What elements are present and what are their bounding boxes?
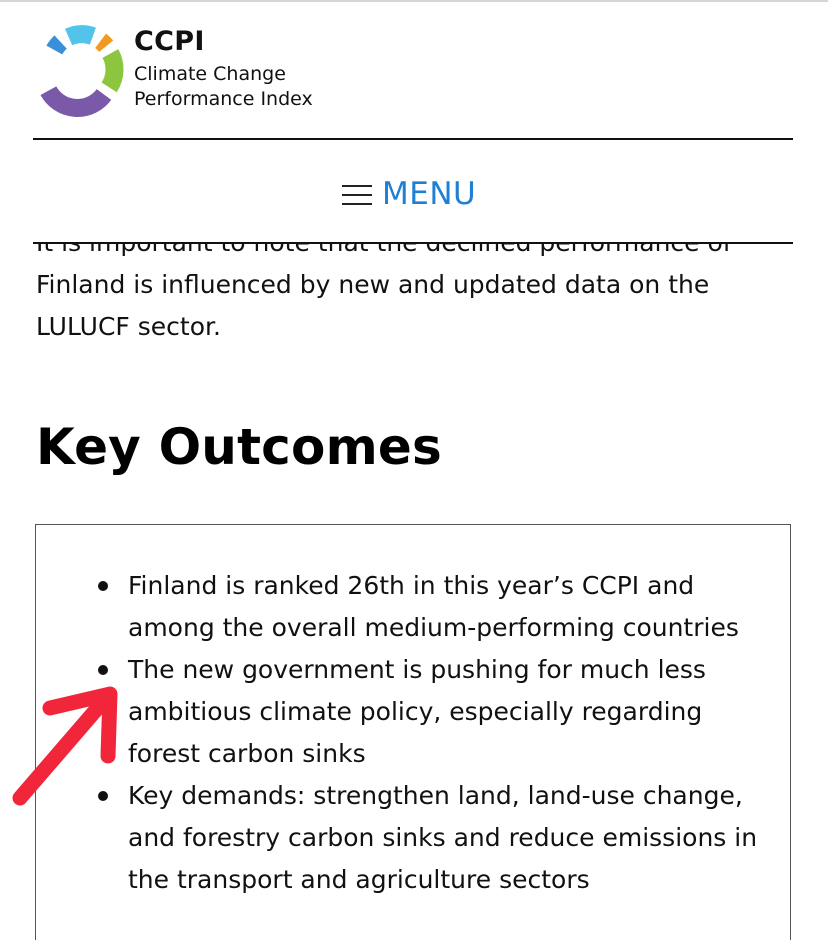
bullet-icon <box>98 581 108 591</box>
brand-tagline-line1: Climate Change <box>134 63 286 85</box>
brand-name: CCPI <box>134 26 205 57</box>
outcome-text-3: Key demands: strengthen land, land-use change, and forestry carbon sinks and reduce emissions in the transport and agriculture sectors <box>128 781 758 894</box>
menu-label: MENU <box>382 176 477 212</box>
list-item <box>128 649 786 775</box>
site-header <box>0 0 828 244</box>
ccpi-logo-link[interactable] <box>34 18 324 124</box>
nav-divider <box>33 242 793 244</box>
key-outcomes-list <box>36 565 786 901</box>
list-item <box>128 565 786 649</box>
intro-paragraph: Finland is influenced by new and updated data on the LULUCF sector. <box>36 270 710 341</box>
header-divider <box>33 138 793 140</box>
top-divider <box>0 0 828 2</box>
key-outcomes-box <box>35 524 791 940</box>
outcome-text-2: The new government is pushing for much less ambitious climate policy, especially regarding forest carbon sinks <box>128 655 706 768</box>
outcome-text-1: Finland is ranked 26th in this year’s CCPI and among the overall medium-performing countries <box>128 571 739 642</box>
menu-button[interactable] <box>342 172 476 216</box>
red-arrow-icon <box>0 660 140 810</box>
hamburger-icon <box>342 183 372 205</box>
key-outcomes-heading: Key Outcomes <box>36 418 442 476</box>
list-item <box>128 775 786 901</box>
ccpi-logo-icon <box>34 18 126 122</box>
brand-tagline-line2: Performance Index <box>134 88 313 110</box>
